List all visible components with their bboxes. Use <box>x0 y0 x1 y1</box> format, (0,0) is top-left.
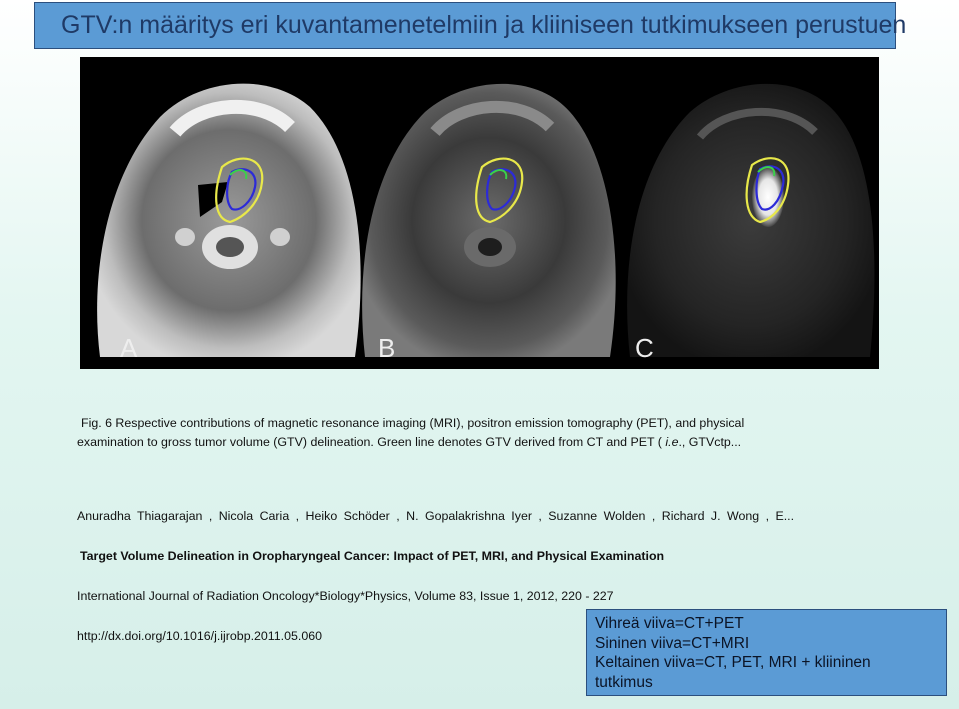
reference-doi-link[interactable]: http://dx.doi.org/10.1016/j.ijrobp.2011.05.060 <box>77 629 323 643</box>
caption-line-2-end: ., GTVctp... <box>678 435 742 449</box>
reference-journal: International Journal of Radiation Oncology*Biology*Physics, Volume 83, Issue 1, 2012, 220 - 227 <box>77 589 614 603</box>
figure-image <box>80 57 879 369</box>
panel-b-mri <box>362 84 616 357</box>
legend-line-yellow-cont: tutkimus <box>595 673 653 691</box>
slide-title-box <box>34 2 907 49</box>
legend-line-green: Vihreä viiva=CT+PET <box>595 615 744 632</box>
caption-line-2-text: examination to gross tumor volume (GTV) delineation. Green line denotes GTV derived from CT and PET ( <box>77 435 662 449</box>
panel-b-label: B <box>378 333 396 363</box>
caption-line-2 <box>77 433 847 452</box>
panel-c-pet <box>627 84 874 357</box>
reference-authors: Anuradha Thiagarajan , Nicola Caria , Heiko Schöder , N. Gopalakrishna Iyer , Suzanne Wolden , Richard J. Wong , E... <box>77 509 795 523</box>
legend-line-yellow: Keltainen viiva=CT, PET, MRI + kliininen <box>595 654 871 671</box>
panel-a-label: A <box>120 333 138 363</box>
panel-a-ct <box>97 84 361 357</box>
slide-title: GTV:n määritys eri kuvantamenetelmiin ja kliiniseen tutkimukseen perustuen <box>61 11 907 39</box>
caption-ie: i.e <box>665 435 679 449</box>
panel-c-label: C <box>635 333 654 363</box>
reference-article-title: Target Volume Delineation in Oropharyngeal Cancer: Impact of PET, MRI, and Physical Examination <box>80 549 665 563</box>
figure-panels <box>80 57 879 369</box>
legend-line-blue: Sininen viiva=CT+MRI <box>595 634 750 652</box>
legend-box <box>586 609 947 696</box>
figure-caption <box>77 414 847 452</box>
caption-line-1: Fig. 6 Respective contributions of magnetic resonance imaging (MRI), positron emission tomography (PET), and physical <box>81 416 745 430</box>
